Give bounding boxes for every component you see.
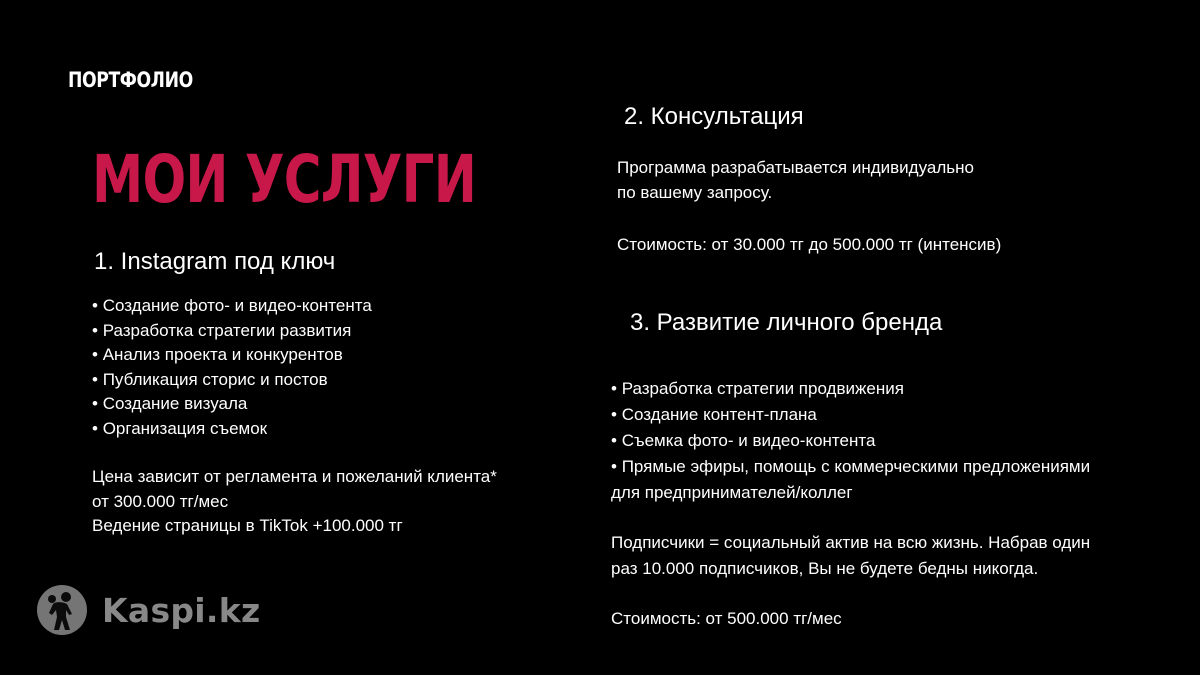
list-item: • Создание фото- и видео-контента <box>92 294 372 319</box>
list-item: • Создание контент-плана <box>611 405 817 424</box>
description-line: по вашему запросу. <box>617 182 773 202</box>
list-item: • Анализ проекта и конкурентов <box>92 343 372 368</box>
brand-label: ПОРТФОЛИО <box>68 68 193 92</box>
list-item: • Разработка стратегии продвижения <box>611 379 904 398</box>
list-item: • Съемка фото- и видео-контента <box>611 431 876 450</box>
service2-description <box>617 156 974 205</box>
description-line: Программа разрабатывается индивидуально <box>617 158 974 177</box>
list-item: • Создание визуала <box>92 392 372 417</box>
watermark-text: Kaspi.kz <box>102 590 261 630</box>
service2-price <box>617 233 1001 258</box>
price-line: от 300.000 тг/мес <box>92 491 229 511</box>
list-item: • Публикация сторис и постов <box>92 368 372 393</box>
service3-heading: 3. Развитие личного бренда <box>630 309 943 336</box>
service1-heading: 1. Instagram под ключ <box>94 248 336 275</box>
list-item: • Прямые эфиры, помощь с коммерческими предложениями <box>611 457 1091 476</box>
price-line: Ведение страницы в TikTok +100.000 тг <box>92 516 403 535</box>
service1-bullet-list <box>92 294 372 441</box>
note-line: Подписчики = социальный актив на всю жизнь. Набрав один <box>611 533 1091 552</box>
note-line: раз 10.000 подписчиков, Вы не будете бедны никогда. <box>611 559 1039 578</box>
price-line: Цена зависит от регламента и пожеланий клиента* <box>92 467 497 486</box>
kaspi-watermark <box>36 584 261 636</box>
kaspi-logo-icon <box>36 584 88 636</box>
list-item: • Организация съемок <box>92 417 372 442</box>
price-line: Стоимость: от 30.000 тг до 500.000 тг (интенсив) <box>617 235 1002 254</box>
service3-note <box>611 530 1090 582</box>
service1-price-block <box>92 465 497 539</box>
page-title: МОИ УСЛУГИ <box>92 141 477 218</box>
service2-heading: 2. Консультация <box>624 103 804 130</box>
price-line: Стоимость: от 500.000 тг/мес <box>611 609 842 628</box>
service3-bullet-list <box>611 376 1090 506</box>
list-item: • Разработка стратегии развития <box>92 319 372 344</box>
list-item-continuation: для предпринимателей/коллег <box>611 483 853 502</box>
service3-price <box>611 607 842 632</box>
